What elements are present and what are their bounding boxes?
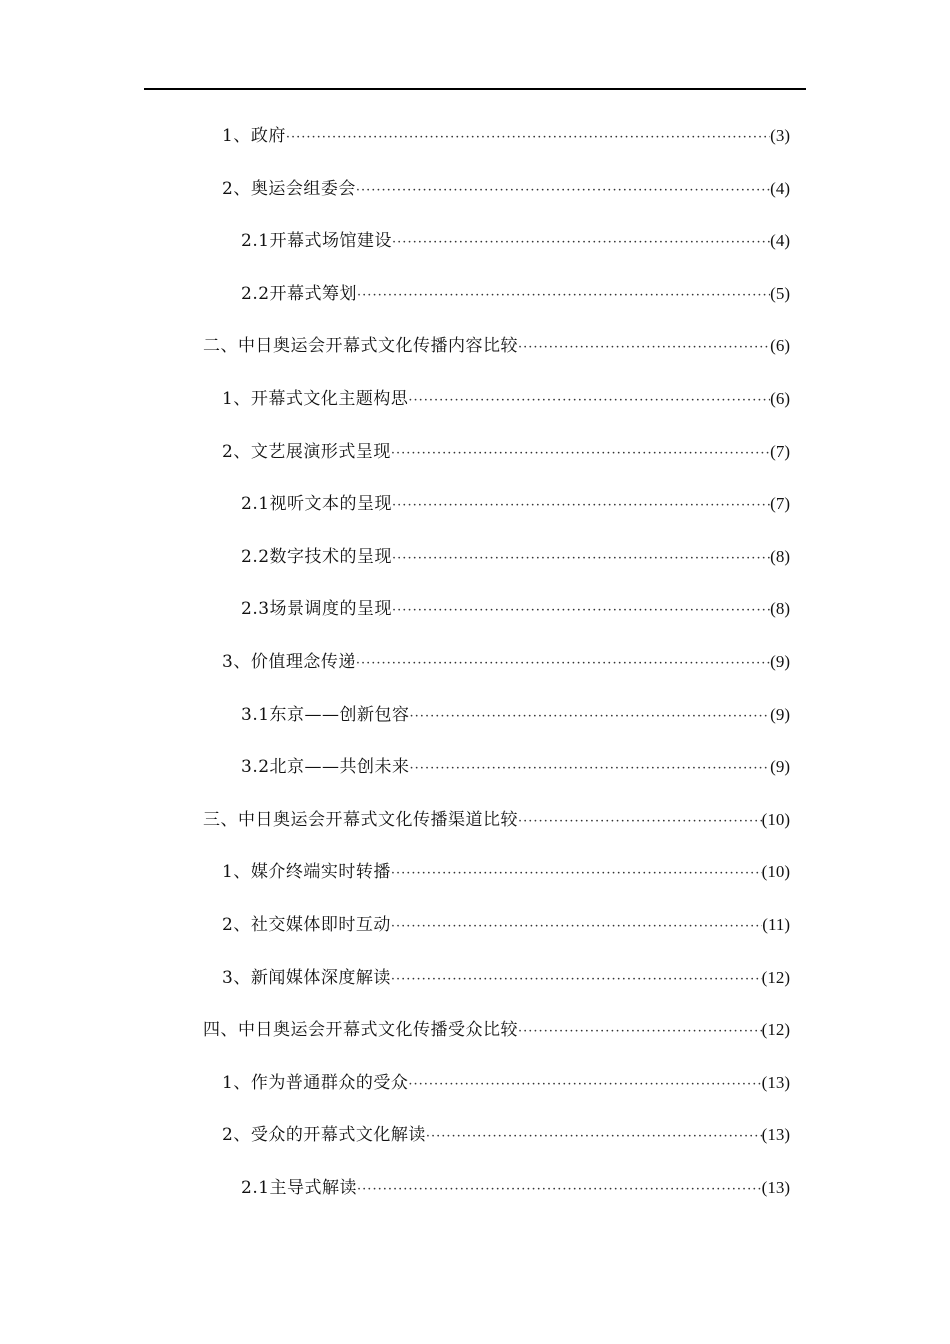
- toc-entry[interactable]: [0, 846, 950, 899]
- toc-entry-page: (13): [761, 1072, 790, 1092]
- toc-entry-page: (11): [762, 914, 790, 934]
- toc-entry-page: (13): [761, 1125, 790, 1145]
- toc-entry-title: 三、中日奥运会开幕式文化传播渠道比较: [203, 809, 518, 830]
- toc-entry-page: (5): [770, 283, 790, 303]
- toc-entry[interactable]: [0, 1004, 950, 1057]
- toc-entry-page: (3): [770, 126, 790, 145]
- toc-entry-title: 2、社交媒体即时互动: [222, 914, 391, 935]
- dot-leader: [391, 901, 762, 954]
- toc-entry-title: 2.2数字技术的呈现: [241, 546, 393, 567]
- dot-leader: [408, 1059, 761, 1112]
- toc-entry-page: (12): [761, 967, 790, 987]
- toc-entry-page: (10): [761, 809, 790, 829]
- dot-leader: [391, 848, 762, 901]
- header-rule: [144, 88, 806, 90]
- toc-entry-title: 2.2开幕式筹划: [241, 283, 358, 304]
- toc-entry[interactable]: [0, 268, 950, 321]
- toc-entry[interactable]: [0, 636, 950, 689]
- toc-entry-title: 2.3场景调度的呈现: [241, 599, 393, 620]
- toc-entry-page: (8): [770, 546, 790, 566]
- dot-leader: [392, 533, 770, 586]
- toc-entry-page: (4): [770, 231, 790, 251]
- dot-leader: [286, 112, 770, 165]
- toc-entry-title: 3.2北京——共创未来: [241, 757, 410, 778]
- dot-leader: [391, 428, 770, 481]
- toc-entry-page: (6): [770, 336, 790, 356]
- toc-entry-page: (7): [770, 441, 790, 461]
- toc-entry-page: (12): [761, 1020, 790, 1040]
- toc-entry-title: 1、开幕式文化主题构思: [222, 388, 409, 409]
- dot-leader: [391, 954, 762, 1007]
- dot-leader: [518, 322, 770, 375]
- toc-entry[interactable]: [0, 899, 950, 952]
- toc-entry[interactable]: [0, 583, 950, 636]
- dot-leader: [356, 165, 770, 218]
- toc-entry[interactable]: [0, 110, 950, 163]
- toc-entry[interactable]: [0, 320, 950, 373]
- dot-leader: [426, 1111, 762, 1164]
- toc-entry-page: (4): [770, 178, 790, 198]
- toc-entry-title: 1、作为普通群众的受众: [222, 1072, 409, 1093]
- toc-entry[interactable]: [0, 1109, 950, 1162]
- dot-leader: [518, 796, 762, 849]
- dot-leader: [357, 270, 770, 323]
- toc-entry-title: 2.1视听文本的呈现: [241, 494, 393, 515]
- dot-leader: [356, 638, 770, 691]
- dot-leader: [518, 1006, 762, 1059]
- toc-entry[interactable]: [0, 794, 950, 847]
- toc-entry-title: 2.1主导式解读: [241, 1177, 358, 1198]
- toc-entry-page: (8): [770, 599, 790, 619]
- dot-leader: [410, 743, 771, 796]
- toc-entry-title: 2、文艺展演形式呈现: [222, 441, 391, 462]
- toc-entry-title: 3、新闻媒体深度解读: [222, 967, 391, 988]
- toc-entry[interactable]: [0, 952, 950, 1005]
- toc-entry-page: (9): [770, 757, 790, 777]
- dot-leader: [408, 375, 770, 428]
- toc-entry-page: (9): [770, 704, 790, 724]
- toc-entry[interactable]: [0, 215, 950, 268]
- toc-entry-title: 二、中日奥运会开幕式文化传播内容比较: [203, 336, 518, 357]
- toc-entry[interactable]: [0, 478, 950, 531]
- toc-entry[interactable]: [0, 373, 950, 426]
- toc-entry[interactable]: [0, 1057, 950, 1110]
- dot-leader: [410, 691, 771, 744]
- toc-entry-page: (7): [770, 494, 790, 514]
- toc-entry-title: 2、受众的开幕式文化解读: [222, 1125, 426, 1146]
- toc-entry[interactable]: [0, 1162, 950, 1215]
- toc-entry-page: (13): [761, 1177, 790, 1197]
- toc-entry[interactable]: [0, 426, 950, 479]
- toc-entry-title: 2.1开幕式场馆建设: [241, 231, 393, 252]
- toc-entry-title: 1、媒介终端实时转播: [222, 862, 391, 883]
- toc-entry-title: 3.1东京——创新包容: [241, 704, 410, 725]
- toc-entry[interactable]: [0, 689, 950, 742]
- toc-entry-title: 四、中日奥运会开幕式文化传播受众比较: [203, 1020, 518, 1041]
- table-of-contents: [0, 110, 950, 1214]
- dot-leader: [392, 480, 770, 533]
- toc-entry[interactable]: [0, 163, 950, 216]
- dot-leader: [392, 217, 770, 270]
- toc-entry[interactable]: [0, 741, 950, 794]
- toc-entry-title: 1、政府: [222, 126, 286, 146]
- toc-entry[interactable]: [0, 531, 950, 584]
- toc-entry-page: (10): [761, 862, 790, 882]
- dot-leader: [392, 585, 770, 638]
- toc-entry-title: 3、价值理念传递: [222, 651, 356, 672]
- toc-entry-title: 2、奥运会组委会: [222, 178, 356, 199]
- toc-entry-page: (6): [770, 388, 790, 408]
- toc-entry-page: (9): [770, 651, 790, 671]
- dot-leader: [357, 1164, 762, 1217]
